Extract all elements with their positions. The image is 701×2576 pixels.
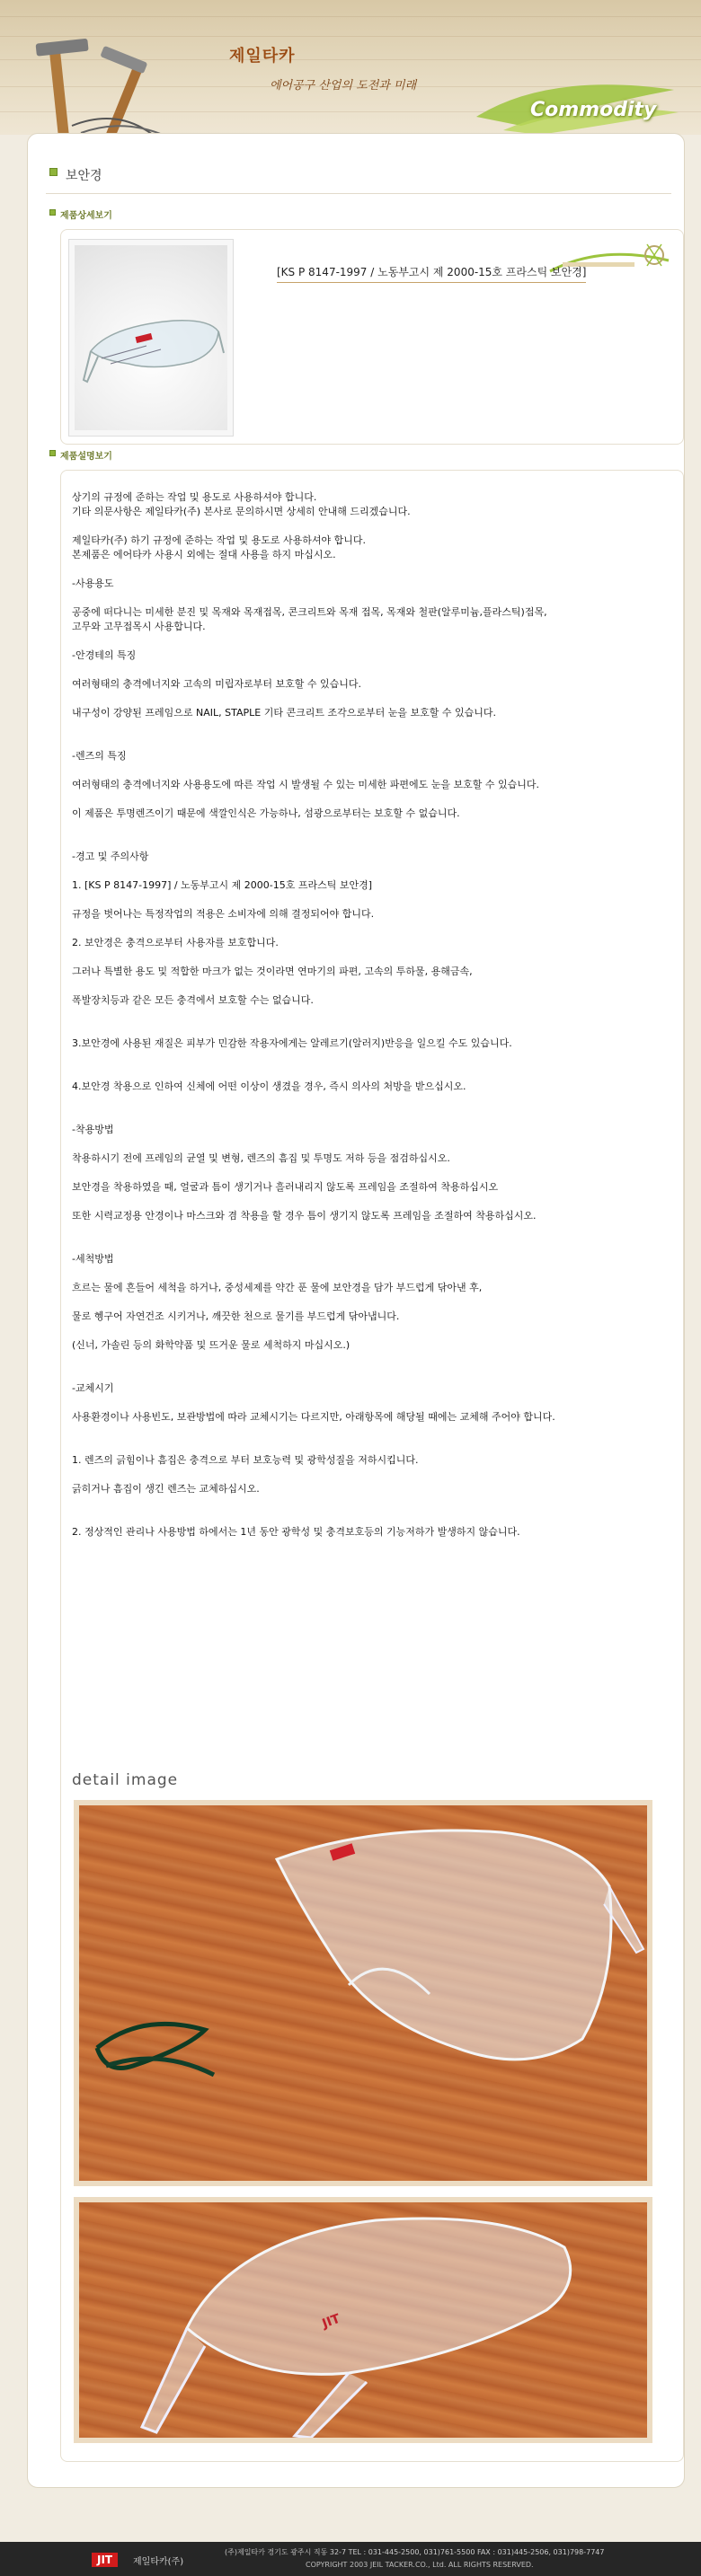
description-text: [72, 490, 683, 1539]
description-line: [72, 1367, 683, 1381]
content-panel: [27, 133, 685, 2488]
description-line: 3.보안경에 사용된 재질은 피부가 민감한 작용자에게는 알레르기(알러지)반응을 일으킬 수도 있습니다.: [72, 1037, 512, 1049]
description-line: [72, 1108, 683, 1123]
subsection-bullet-icon: [49, 450, 56, 456]
description-line: 흐르는 물에 흔들어 세척을 하거나, 중성세제를 약간 푼 물에 보안경을 담가 부드럽게 닦아낸 후,: [72, 1282, 483, 1293]
product-thumbnail[interactable]: [68, 239, 234, 437]
description-line: [72, 979, 683, 993]
description-line: [72, 835, 683, 850]
description-section-label: 제품설명보기: [60, 452, 112, 462]
description-line: 이 제품은 투명렌즈이기 때문에 색깔인식은 가능하나, 섬광으로부터는 보호할 수 없습니다.: [72, 807, 460, 819]
description-line: -렌즈의 특징: [72, 750, 127, 762]
brand-tagline: 에어공구 산업의 도전과 미래: [270, 79, 417, 93]
brand-title: 제일타카: [229, 47, 296, 66]
description-line: 여러형태의 충격에너지와 고속의 미립자로부터 보호할 수 있습니다.: [72, 678, 362, 690]
description-line: 1. [KS P 8147-1997] / 노동부고시 제 2000-15호 프라스틱 보안경]: [72, 879, 373, 891]
description-line: -세척방법: [72, 1253, 114, 1265]
description-line: [72, 763, 683, 778]
description-line: [72, 720, 683, 735]
description-line: [72, 1396, 683, 1410]
description-line: (신너, 가솔린 등의 화학약품 및 뜨거운 물로 세척하지 마십시오.): [72, 1339, 350, 1351]
description-line: [72, 1022, 683, 1037]
description-line: [72, 1511, 683, 1525]
description-line: -교체시기: [72, 1382, 114, 1394]
description-line: 제일타카(주) 하기 규정에 준하는 작업 및 용도로 사용하셔야 합니다.: [72, 534, 366, 546]
description-line: [72, 692, 683, 706]
commodity-label: Commodity: [530, 99, 657, 121]
description-line: [72, 1353, 683, 1367]
description-line: 고무와 고무접목시 사용합니다.: [72, 621, 206, 632]
description-line: 착용하시기 전에 프레임의 균열 및 변형, 렌즈의 흠집 및 투명도 저하 등을 점검하십시오.: [72, 1152, 450, 1164]
description-line: [72, 792, 683, 807]
description-line: 상기의 규정에 준하는 작업 및 용도로 사용하셔야 합니다.: [72, 491, 317, 503]
footer-logo[interactable]: JIT: [92, 2553, 118, 2567]
description-line: [72, 735, 683, 749]
jit-brand-mark: JIT: [320, 2311, 342, 2332]
description-line: [72, 1166, 683, 1180]
description-line: 여러형태의 충격에너지와 사용용도에 따른 작업 시 발생될 수 있는 미세한 파편에도 눈을 보호할 수 있습니다.: [72, 779, 539, 790]
description-line: -착용방법: [72, 1124, 114, 1135]
description-line: 또한 시력교정용 안경이나 마스크와 겸 착용을 할 경우 틈이 생기지 않도록 프레임을 조절하여 착용하십시오.: [72, 1210, 537, 1222]
detail-image-heading: detail image: [72, 1771, 179, 1789]
description-line: [72, 1065, 683, 1080]
description-line: 4.보안경 착용으로 인하여 신체에 어떤 이상이 생겼을 경우, 즉시 의사의 처방을 받으십시오.: [72, 1081, 466, 1092]
description-line: [72, 864, 683, 878]
page-header: [0, 0, 701, 135]
description-line: 2. 정상적인 관리나 사용방법 하에서는 1년 동안 광학성 및 충격보호등의 기능저하가 발생하지 않습니다.: [72, 1526, 520, 1538]
footer-logo-text: 제일타카(주): [133, 2557, 184, 2567]
product-name: [KS P 8147-1997 / 노동부고시 제 2000-15호 프라스틱 보안경]: [277, 264, 586, 283]
description-line: 그러나 특별한 용도 및 적합한 마크가 없는 것이라면 연마기의 파편, 고속의 투하물, 용해금속,: [72, 966, 473, 977]
description-line: [72, 562, 683, 577]
description-line: [72, 591, 683, 605]
description-line: [72, 1137, 683, 1151]
description-line: [72, 1496, 683, 1511]
description-line: [72, 1324, 683, 1338]
description-line: [72, 1468, 683, 1482]
description-line: -사용용도: [72, 578, 114, 589]
product-summary-box: [60, 229, 684, 445]
glasses-with-strap-icon: [79, 1805, 647, 2181]
description-line: [72, 893, 683, 907]
description-line: [72, 1295, 683, 1310]
description-line: 규정을 벗어나는 특정작업의 적용은 소비자에 의해 결정되어야 합니다.: [72, 908, 375, 920]
description-line: [72, 1195, 683, 1209]
description-line: 기타 의문사항은 제일타카(주) 본사로 문의하시면 상세히 안내해 드리겠습니다.: [72, 506, 411, 517]
glasses-closeup-icon: [79, 2202, 647, 2438]
description-line: 보안경을 착용하였을 때, 얼굴과 틈이 생기거나 흘러내리지 않도록 프레임을 조절하여 착용하십시오: [72, 1181, 499, 1193]
description-line: -경고 및 주의사항: [72, 851, 149, 862]
description-line: 내구성이 강양된 프레임으로 NAIL, STAPLE 기타 콘크리트 조각으로부터 눈을 보호할 수 있습니다.: [72, 707, 496, 719]
detail-photo-2[interactable]: [74, 2197, 652, 2443]
description-line: [72, 1439, 683, 1453]
description-line: 사용환경이나 사용빈도, 보관방법에 따라 교체시기는 다르지만, 아래항목에 해당될 때에는 교체해 주어야 합니다.: [72, 1411, 555, 1423]
description-line: 공중에 떠다니는 미세한 분진 및 목재와 목재접목, 콘크리트와 목재 접목, 목재와 철판(알루미늄,플라스틱)접목,: [72, 606, 547, 618]
product-section-label: 제품상세보기: [60, 211, 112, 221]
description-line: [72, 1425, 683, 1439]
description-line: 물로 헹구어 자연건조 시키거나, 깨끗한 천으로 물기를 부드럽게 닦아냅니다.: [72, 1310, 400, 1322]
description-line: 긁히거나 흠집이 생긴 렌즈는 교체하십시오.: [72, 1483, 260, 1495]
divider: [46, 193, 671, 194]
description-line: [72, 663, 683, 677]
safety-glasses-icon: [75, 245, 227, 430]
wood-grain: [0, 16, 701, 17]
description-line: [72, 519, 683, 534]
description-line: [72, 1238, 683, 1252]
footer-address: (주)제일타카 경기도 광주시 직동 32-7 TEL : 031-445-2500, 031)761-5500 FAX : 031)445-2506, 031)798-7747: [225, 2548, 605, 2556]
description-line: 본제품은 에어타카 사용시 외에는 절대 사용을 하지 마십시오.: [72, 549, 336, 560]
description-line: 1. 렌즈의 긁힘이나 흠집은 충격으로 부터 보호능력 및 광학성질을 저하시킵니다.: [72, 1454, 419, 1466]
description-line: [72, 1051, 683, 1065]
product-description-box: [60, 470, 684, 2462]
description-line: [72, 950, 683, 965]
description-line: 2. 보안경은 충격으로부터 사용자를 보호합니다.: [72, 937, 279, 948]
page-footer: [0, 2542, 701, 2576]
description-line: [72, 1094, 683, 1108]
description-line: [72, 922, 683, 936]
description-line: [72, 1223, 683, 1238]
hammer-tools-icon: [18, 27, 225, 135]
footer-copyright: COPYRIGHT 2003 JEIL TACKER.CO., Ltd. ALL RIGHTS RESERVED.: [306, 2561, 534, 2569]
description-line: [72, 1266, 683, 1281]
subsection-bullet-icon: [49, 209, 56, 216]
section-bullet-icon: [49, 168, 58, 176]
description-line: -안경테의 특징: [72, 649, 137, 661]
description-line: [72, 1008, 683, 1022]
description-line: 폭발장치등과 같은 모든 충격에서 보호할 수는 없습니다.: [72, 994, 314, 1006]
detail-photo-1[interactable]: [74, 1800, 652, 2186]
description-line: [72, 634, 683, 648]
description-line: [72, 821, 683, 835]
page-title: 보안경: [66, 169, 102, 183]
product-photo: [75, 245, 227, 430]
